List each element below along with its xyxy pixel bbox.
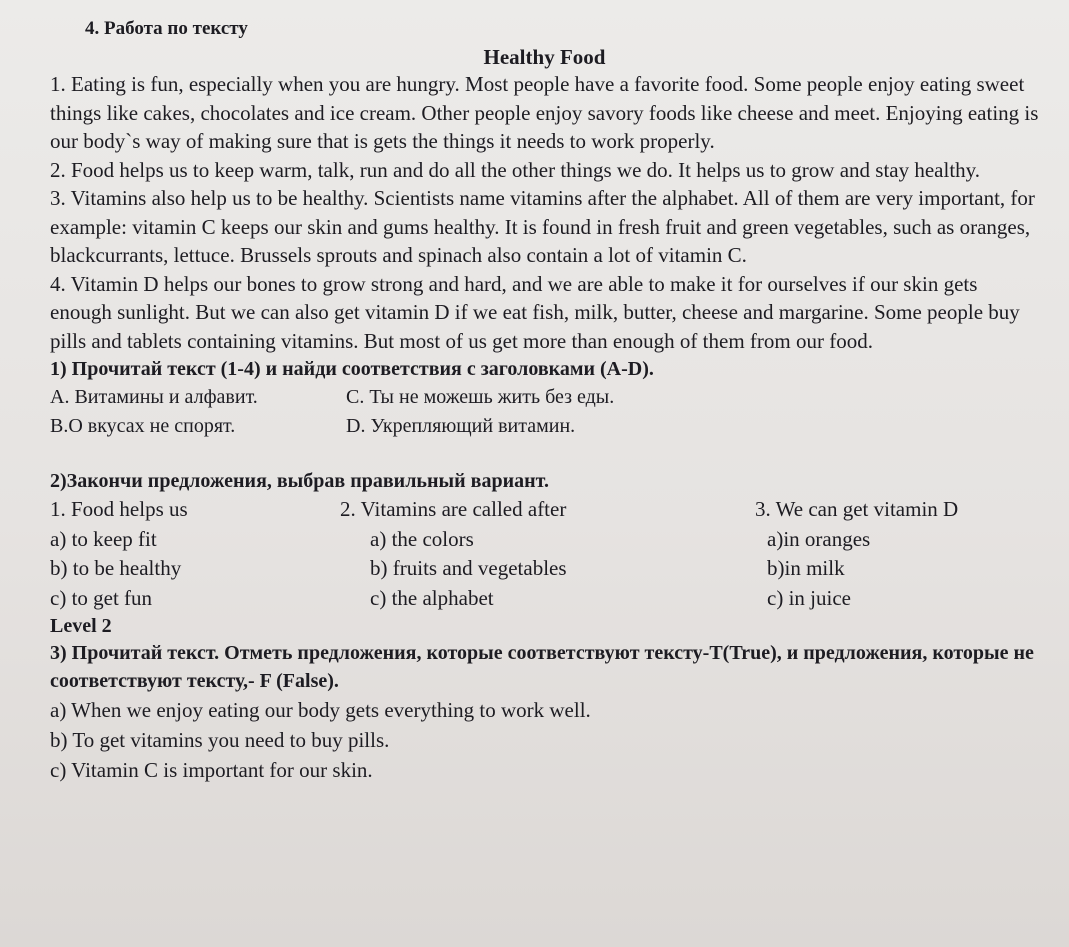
- question-2-answer-b: b) fruits and vegetables: [370, 556, 567, 580]
- question-1-answer-a: a) to keep fit: [50, 526, 157, 551]
- task3-instruction: 3) Прочитай текст. Отметь предложения, которые соответствуют тексту-T(True), и предложения, которые не соответствуют тексту,- F (False).: [50, 642, 1034, 692]
- task2-instruction: 2)Закончи предложения, выбрав правильный вариант.: [50, 470, 549, 492]
- section-heading: 4. Работа по тексту: [85, 18, 248, 39]
- option-a: A. Витамины и алфавит.: [50, 386, 258, 408]
- task3-statement-a: a) When we enjoy eating our body gets everything to work well.: [50, 698, 591, 722]
- task1-options-row-2: [50, 412, 1039, 441]
- task2-questions: [50, 495, 1039, 613]
- paragraph-3: 3. Vitamins also help us to be healthy. Scientists name vitamins after the alphabet. All of them are very important, for example: vitamin C keeps our skin and gums healthy. It is found in fresh fruit and green vegetables, such as oranges, blackcurrants, lettuce. Brussels sprouts and spinach also contain a lot of vitamin C.: [50, 186, 1035, 267]
- question-1: [50, 495, 188, 613]
- question-3-answer-a: a)in oranges: [767, 526, 871, 551]
- question-2-answer-c: c) the alphabet: [370, 585, 494, 610]
- question-3-answer-c: c) in juice: [767, 585, 851, 610]
- question-1-stem: 1. Food helps us: [50, 497, 188, 521]
- task1-options: [50, 383, 1039, 441]
- text-title: Healthy Food: [483, 45, 606, 69]
- level-heading: Level 2: [50, 615, 112, 637]
- paragraph-4: 4. Vitamin D helps our bones to grow strong and hard, and we are able to make it for ourselves if our skin gets enough sunlight. But we can also get vitamin D if we eat fish, milk, butter, cheese and margarine. Some people buy pills and tablets containing vitamins. But most of us get more than enough of them from our food.: [50, 271, 1020, 353]
- question-1-answer-b: b) to be healthy: [50, 556, 182, 580]
- question-3: [755, 495, 958, 613]
- question-2: [340, 495, 567, 613]
- option-d: D. Укрепляющий витамин.: [346, 415, 576, 437]
- question-2-answer-a: a) the colors: [370, 526, 474, 551]
- question-2-stem: 2. Vitamins are called after: [340, 497, 567, 521]
- paragraph-2: 2. Food helps us to keep warm, talk, run and do all the other things we do. It helps us to grow and stay healthy.: [50, 157, 981, 182]
- task3-statement-c: c) Vitamin C is important for our skin.: [50, 758, 373, 782]
- option-b: B.О вкусах не спорят.: [50, 415, 236, 437]
- question-3-answer-b: b)in milk: [767, 556, 845, 580]
- task3-statement-b: b) To get vitamins you need to buy pills.: [50, 728, 390, 752]
- question-1-answer-c: c) to get fun: [50, 585, 153, 610]
- task1-options-row-1: [50, 383, 1039, 412]
- paragraph-1: 1. Eating is fun, especially when you are hungry. Most people have a favorite food. Some people enjoy eating sweet things like cakes, chocolates and ice cream. Other people enjoy savory foods like cheese and meet. Enjoying eating is our body`s way of making sure that is gets the things it needs to work properly.: [50, 72, 1039, 153]
- task1-instruction: 1) Прочитай текст (1-4) и найди соответствия с заголовками (A-D).: [50, 358, 654, 380]
- question-3-stem: 3. We can get vitamin D: [755, 497, 959, 521]
- option-c: C. Ты не можешь жить без еды.: [346, 386, 615, 408]
